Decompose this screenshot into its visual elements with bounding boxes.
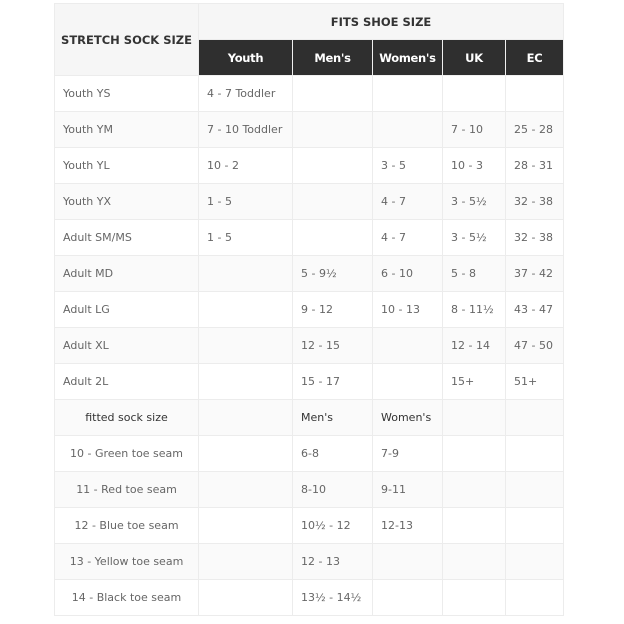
table-row xyxy=(55,472,564,508)
mens-cell: 15 - 17 xyxy=(293,364,373,400)
size-cell: Youth YL xyxy=(55,148,199,184)
table-row xyxy=(55,112,564,148)
womens-cell: 9-11 xyxy=(373,472,443,508)
table-row xyxy=(55,220,564,256)
mens-cell: 13½ - 14½ xyxy=(293,580,373,616)
womens-cell xyxy=(373,328,443,364)
mens-cell: 5 - 9½ xyxy=(293,256,373,292)
youth-cell: 1 - 5 xyxy=(199,184,293,220)
size-cell: Youth YS xyxy=(55,76,199,112)
table-row xyxy=(55,76,564,112)
fitted-size-cell: 11 - Red toe seam xyxy=(55,472,199,508)
table-row xyxy=(55,436,564,472)
womens-cell: 4 - 7 xyxy=(373,220,443,256)
mens-cell: 9 - 12 xyxy=(293,292,373,328)
mens-cell: 6-8 xyxy=(293,436,373,472)
youth-cell: 7 - 10 Toddler xyxy=(199,112,293,148)
womens-cell xyxy=(373,544,443,580)
womens-cell: 3 - 5 xyxy=(373,148,443,184)
col-youth: Youth xyxy=(199,40,293,76)
size-cell: Adult XL xyxy=(55,328,199,364)
ec-cell: 32 - 38 xyxy=(506,184,564,220)
fitted-size-cell: 13 - Yellow toe seam xyxy=(55,544,199,580)
uk-cell: 7 - 10 xyxy=(443,112,506,148)
ec-cell xyxy=(506,76,564,112)
col-ec: EC xyxy=(506,40,564,76)
fitted-size-cell: 12 - Blue toe seam xyxy=(55,508,199,544)
col-uk: UK xyxy=(443,40,506,76)
mens-cell xyxy=(293,220,373,256)
youth-cell xyxy=(199,256,293,292)
table-row xyxy=(55,328,564,364)
mens-cell xyxy=(293,184,373,220)
size-cell: Adult SM/MS xyxy=(55,220,199,256)
size-chart-table xyxy=(54,3,564,616)
size-cell: Adult MD xyxy=(55,256,199,292)
table-row xyxy=(55,292,564,328)
table-row xyxy=(55,256,564,292)
table-row xyxy=(55,148,564,184)
fits-shoe-size-header: FITS SHOE SIZE xyxy=(199,4,564,40)
uk-cell: 10 - 3 xyxy=(443,148,506,184)
womens-cell: 6 - 10 xyxy=(373,256,443,292)
ec-cell: 37 - 42 xyxy=(506,256,564,292)
size-cell: Youth YX xyxy=(55,184,199,220)
womens-cell: 10 - 13 xyxy=(373,292,443,328)
mens-cell xyxy=(293,76,373,112)
mens-cell xyxy=(293,148,373,184)
size-cell: Adult 2L xyxy=(55,364,199,400)
youth-cell: 4 - 7 Toddler xyxy=(199,76,293,112)
uk-cell: 3 - 5½ xyxy=(443,184,506,220)
table-row xyxy=(55,508,564,544)
table-row xyxy=(55,580,564,616)
uk-cell: 8 - 11½ xyxy=(443,292,506,328)
youth-cell xyxy=(199,364,293,400)
mens-cell: 12 - 15 xyxy=(293,328,373,364)
mens-cell xyxy=(293,112,373,148)
womens-cell xyxy=(373,112,443,148)
uk-cell: 12 - 14 xyxy=(443,328,506,364)
size-cell: Adult LG xyxy=(55,292,199,328)
ec-cell: 32 - 38 xyxy=(506,220,564,256)
fitted-size-cell: 10 - Green toe seam xyxy=(55,436,199,472)
col-womens: Women's xyxy=(373,40,443,76)
fitted-womens-label: Women's xyxy=(373,400,443,436)
ec-cell: 28 - 31 xyxy=(506,148,564,184)
size-cell: Youth YM xyxy=(55,112,199,148)
womens-cell xyxy=(373,76,443,112)
table-row xyxy=(55,184,564,220)
mens-cell: 8-10 xyxy=(293,472,373,508)
uk-cell xyxy=(443,76,506,112)
fitted-header-row xyxy=(55,400,564,436)
womens-cell: 7-9 xyxy=(373,436,443,472)
mens-cell: 12 - 13 xyxy=(293,544,373,580)
fitted-sock-size-label: fitted sock size xyxy=(55,400,199,436)
ec-cell: 47 - 50 xyxy=(506,328,564,364)
fitted-size-cell: 14 - Black toe seam xyxy=(55,580,199,616)
col-mens: Men's xyxy=(293,40,373,76)
table-row xyxy=(55,544,564,580)
ec-cell: 51+ xyxy=(506,364,564,400)
ec-cell: 25 - 28 xyxy=(506,112,564,148)
stretch-sock-size-header: STRETCH SOCK SIZE xyxy=(55,4,199,76)
womens-cell xyxy=(373,364,443,400)
youth-cell: 10 - 2 xyxy=(199,148,293,184)
ec-cell: 43 - 47 xyxy=(506,292,564,328)
youth-cell xyxy=(199,328,293,364)
womens-cell: 12-13 xyxy=(373,508,443,544)
fitted-mens-label: Men's xyxy=(293,400,373,436)
youth-cell: 1 - 5 xyxy=(199,220,293,256)
uk-cell: 15+ xyxy=(443,364,506,400)
youth-cell xyxy=(199,292,293,328)
table-row xyxy=(55,364,564,400)
mens-cell: 10½ - 12 xyxy=(293,508,373,544)
uk-cell: 3 - 5½ xyxy=(443,220,506,256)
womens-cell xyxy=(373,580,443,616)
uk-cell: 5 - 8 xyxy=(443,256,506,292)
womens-cell: 4 - 7 xyxy=(373,184,443,220)
